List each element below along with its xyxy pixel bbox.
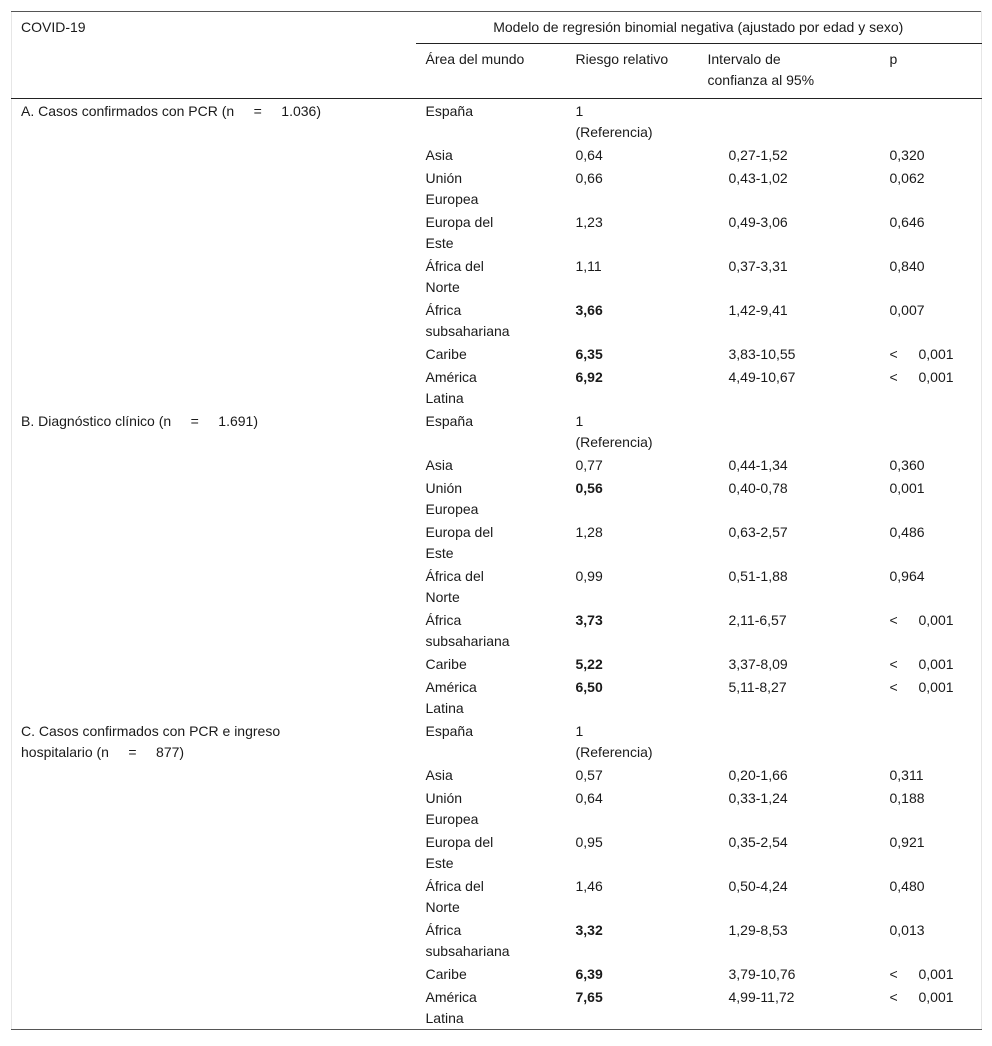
cell-confidence-interval: 0,63-2,57 [728,524,788,540]
area-line1: África [425,922,462,938]
section-label [12,719,416,1030]
cell-relative-risk [566,254,698,298]
header-row-1 [12,12,982,44]
area-line2: Latina [425,390,464,406]
col-header-rr: Riesgo relativo [575,51,669,67]
table-title: COVID-19 [21,19,86,35]
rr-value: 3,73 [575,612,603,628]
cell-p-value [869,763,982,786]
cell-confidence-interval: 1,29-8,53 [728,922,788,938]
p-value: 0,964 [889,568,925,584]
rr-value: 0,95 [575,834,603,850]
rr-value: 0,77 [575,457,603,473]
cell-relative-risk [566,453,698,476]
cell-confidence-interval: 0,43-1,02 [728,170,788,186]
area-line1: Caribe [425,346,467,362]
rr-value: 6,50 [575,679,603,695]
p-value: 0,311 [889,767,924,783]
area-line1: Europa del [425,214,494,230]
table-row [12,99,982,144]
area-line1: España [425,723,473,739]
rr-value: 0,64 [575,147,603,163]
cell-p-value [869,874,982,918]
table-row [12,409,982,453]
cell-p-value [869,166,982,210]
area-line1: América [425,679,477,695]
cell-confidence-interval: 0,40-0,78 [728,480,788,496]
rr-value: 0,56 [575,480,603,496]
cell-p-value [869,608,982,652]
rr-value: 6,35 [575,346,603,362]
cell-confidence-interval: 0,27-1,52 [728,147,788,163]
cell-relative-risk [566,985,698,1030]
cell-confidence-interval: 4,99-11,72 [728,989,795,1005]
p-value: 0,001 [918,966,954,982]
cell-relative-risk [566,564,698,608]
area-line1: Asia [425,147,453,163]
model-header: Modelo de regresión binomial negativa (ajustado por edad y sexo) [416,12,982,44]
cell-p-value [869,962,982,985]
cell-confidence-interval: 1,42-9,41 [728,302,788,318]
table-wrapper [11,11,981,1030]
area-line1: Europa del [425,834,494,850]
cell-confidence-interval: 0,51-1,88 [728,568,788,584]
cell-p-value [869,210,982,254]
cell-confidence-interval [698,99,869,144]
section-label [12,409,416,719]
area-line2: Este [425,545,454,561]
regression-table [11,11,982,1030]
section-eq: = [128,744,137,760]
cell-area [416,608,566,652]
cell-area [416,365,566,409]
cell-area [416,763,566,786]
cell-p-value [869,918,982,962]
cell-p-value [869,99,982,144]
cell-area [416,985,566,1030]
cell-confidence-interval: 0,37-3,31 [728,258,788,274]
cell-p-value [869,453,982,476]
cell-area [416,453,566,476]
table-row [12,719,982,763]
cell-relative-risk [566,763,698,786]
p-value: 0,188 [889,790,925,806]
rr-reference: (Referencia) [575,434,653,450]
cell-area [416,719,566,763]
cell-confidence-interval: 5,11-8,27 [728,679,787,695]
cell-relative-risk [566,365,698,409]
rr-value: 1 [575,413,584,429]
p-value: 0,001 [918,369,954,385]
cell-area [416,99,566,144]
cell-area [416,652,566,675]
cell-confidence-interval: 0,50-4,24 [728,878,788,894]
p-value: 0,840 [889,258,925,274]
cell-relative-risk [566,652,698,675]
col-header-ci [698,44,869,99]
area-line2: Europea [425,811,479,827]
cell-relative-risk [566,719,698,763]
cell-relative-risk [566,99,698,144]
section-eq: = [253,103,262,119]
cell-area [416,409,566,453]
cell-relative-risk [566,210,698,254]
p-value: 0,001 [918,679,954,695]
cell-confidence-interval: 0,49-3,06 [728,214,788,230]
p-value: 0,480 [889,878,925,894]
cell-area [416,962,566,985]
p-value: 0,062 [889,170,925,186]
less-than-sign: < [889,346,898,362]
cell-relative-risk [566,166,698,210]
rr-value: 0,66 [575,170,603,186]
cell-area [416,564,566,608]
cell-area [416,675,566,719]
rr-value: 5,22 [575,656,603,672]
rr-value: 1,28 [575,524,603,540]
p-value: 0,486 [889,524,925,540]
cell-confidence-interval [698,719,869,763]
cell-p-value [869,786,982,830]
section-n: 877) [156,744,185,760]
cell-confidence-interval: 4,49-10,67 [728,369,796,385]
cell-area [416,254,566,298]
cell-p-value [869,409,982,453]
cell-confidence-interval: 0,20-1,66 [728,767,788,783]
cell-area [416,520,566,564]
rr-value: 0,64 [575,790,603,806]
area-line2: Latina [425,1010,464,1026]
cell-relative-risk [566,298,698,342]
area-line1: América [425,989,477,1005]
section-label [12,99,416,410]
table-body [12,99,982,1030]
p-value: 0,320 [889,147,925,163]
area-line1: África del [425,568,484,584]
area-line2: Norte [425,899,460,915]
cell-area [416,298,566,342]
cell-area [416,342,566,365]
cell-relative-risk [566,675,698,719]
cell-relative-risk [566,918,698,962]
rr-value: 1,11 [575,258,602,274]
area-line1: Caribe [425,656,467,672]
area-line2: subsahariana [425,633,510,649]
cell-confidence-interval [698,409,869,453]
cell-relative-risk [566,874,698,918]
cell-relative-risk [566,962,698,985]
col-header-ci-line1: Intervalo de [707,51,781,67]
cell-p-value [869,652,982,675]
rr-value: 0,99 [575,568,603,584]
col-header-area: Área del mundo [425,51,525,67]
less-than-sign: < [889,369,898,385]
area-line2: subsahariana [425,943,510,959]
less-than-sign: < [889,989,898,1005]
section-n: 1.691) [218,413,258,429]
cell-p-value [869,675,982,719]
cell-p-value [869,143,982,166]
area-line1: Europa del [425,524,494,540]
area-line1: Caribe [425,966,467,982]
section-label-line1: B. Diagnóstico clínico (n [21,413,172,429]
rr-value: 6,92 [575,369,603,385]
area-line1: Asia [425,457,453,473]
cell-relative-risk [566,520,698,564]
cell-relative-risk [566,409,698,453]
area-line1: África [425,302,462,318]
cell-p-value [869,476,982,520]
p-value: 0,001 [918,346,954,362]
p-value: 0,001 [889,480,925,496]
area-line2: Este [425,235,454,251]
p-value: 0,001 [918,656,954,672]
area-line1: África del [425,878,484,894]
area-line1: América [425,369,477,385]
rr-value: 0,57 [575,767,603,783]
area-line2: subsahariana [425,323,510,339]
area-line1: Unión [425,170,463,186]
cell-p-value [869,520,982,564]
p-value: 0,646 [889,214,925,230]
section-eq: = [190,413,199,429]
less-than-sign: < [889,656,898,672]
p-value: 0,921 [889,834,925,850]
p-value: 0,001 [918,989,954,1005]
cell-area [416,786,566,830]
area-line2: Latina [425,700,464,716]
col-header-ci-line2: confianza al 95% [707,72,815,88]
area-line1: África [425,612,462,628]
p-value: 0,360 [889,457,925,473]
cell-area [416,166,566,210]
cell-relative-risk [566,830,698,874]
area-line2: Europea [425,191,479,207]
cell-area [416,830,566,874]
cell-confidence-interval: 3,79-10,76 [728,966,796,982]
cell-relative-risk [566,476,698,520]
cell-relative-risk [566,143,698,166]
rr-value: 7,65 [575,989,603,1005]
cell-confidence-interval: 0,44-1,34 [728,457,788,473]
cell-confidence-interval: 3,37-8,09 [728,656,788,672]
cell-confidence-interval: 2,11-6,57 [728,612,787,628]
area-line2: Este [425,855,454,871]
section-label-line1: A. Casos confirmados con PCR (n [21,103,235,119]
less-than-sign: < [889,966,898,982]
section-label-line1: C. Casos confirmados con PCR e ingreso [21,723,281,739]
less-than-sign: < [889,679,898,695]
cell-p-value [869,254,982,298]
cell-p-value [869,830,982,874]
cell-p-value [869,719,982,763]
area-line1: Unión [425,480,463,496]
cell-p-value [869,342,982,365]
rr-value: 3,32 [575,922,603,938]
area-line1: España [425,413,473,429]
area-line2: Norte [425,589,460,605]
area-line1: Unión [425,790,463,806]
cell-p-value [869,365,982,409]
section-n: 1.036) [281,103,321,119]
cell-relative-risk [566,342,698,365]
rr-value: 1 [575,103,584,119]
area-line2: Europea [425,501,479,517]
rr-reference: (Referencia) [575,124,653,140]
section-label-line2: hospitalario (n [21,744,109,760]
p-value: 0,013 [889,922,925,938]
p-value: 0,001 [918,612,954,628]
rr-value: 1,23 [575,214,603,230]
cell-confidence-interval: 0,35-2,54 [728,834,788,850]
cell-area [416,476,566,520]
p-value: 0,007 [889,302,925,318]
cell-confidence-interval: 3,83-10,55 [728,346,796,362]
rr-value: 3,66 [575,302,603,318]
rr-value: 1,46 [575,878,603,894]
area-line1: África del [425,258,484,274]
cell-p-value [869,985,982,1030]
rr-value: 6,39 [575,966,603,982]
cell-area [416,143,566,166]
cell-relative-risk [566,786,698,830]
cell-confidence-interval: 0,33-1,24 [728,790,788,806]
cell-relative-risk [566,608,698,652]
cell-area [416,874,566,918]
area-line1: Asia [425,767,453,783]
cell-p-value [869,564,982,608]
area-line1: España [425,103,473,119]
col-header-p: p [889,51,898,67]
rr-value: 1 [575,723,584,739]
cell-area [416,210,566,254]
cell-area [416,918,566,962]
less-than-sign: < [889,612,898,628]
rr-reference: (Referencia) [575,744,653,760]
area-line2: Norte [425,279,460,295]
cell-p-value [869,298,982,342]
